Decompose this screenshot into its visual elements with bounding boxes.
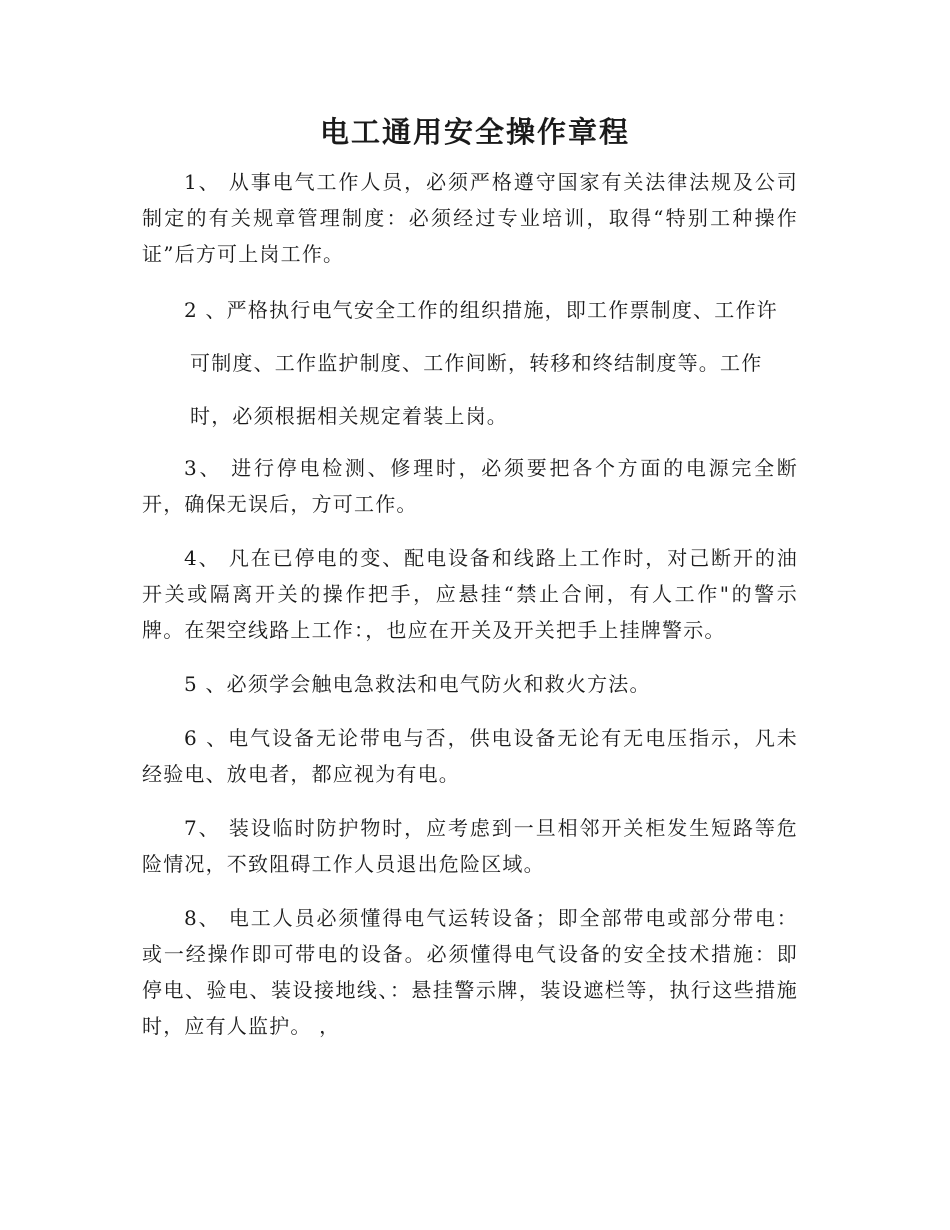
- paragraph-8: 8、 电工人员必须懂得电气运转设备；即全部带电或部分带电：或一经操作即可带电的设备。必须懂得电气设备的安全技术措施：即停电、验电、装设接地线、：悬挂警示牌，装设遮栏等，执行这些措施时，应有人监护。 ，: [142, 906, 798, 1038]
- paragraph-2-line-1: 2 、严格执行电气安全工作的组织措施，即工作票制度、工作许: [184, 298, 778, 322]
- paragraph-2-line-3: 时，必须根据相关规定着装上岗。: [190, 404, 508, 428]
- paragraph-2-line-2: 可制度、工作监护制度、工作间断，转移和终结制度等。工作: [190, 351, 763, 375]
- paragraph-7: 7、 装设临时防护物时，应考虑到一旦相邻开关柜发生短路等危险情况，不致阻碍工作人员退出危险区域。: [142, 816, 798, 876]
- paragraph-2: [142, 292, 798, 451]
- paragraph-6: 6 、电气设备无论带电与否，供电设备无论有无电压指示，凡未经验电、放电者，都应视为有电。: [142, 726, 798, 786]
- paragraph-5: 5 、必须学会触电急救法和电气防火和救火方法。: [184, 672, 651, 696]
- document-title: 电工通用安全操作章程: [319, 115, 630, 149]
- paragraph-3: 3、 进行停电检测、修理时，必须要把各个方面的电源完全断开，确保无误后，方可工作。: [142, 456, 798, 516]
- paragraph-4: 4、 凡在已停电的变、配电设备和线路上工作时，对己断开的油开关或隔离开关的操作把手，应悬挂“禁止合闸，有人工作"的警示牌。在架空线路上工作：，也应在开关及开关把手上挂牌警示。: [142, 546, 798, 642]
- paragraph-1: 1、 从事电气工作人员，必须严格遵守国家有关法律法规及公司制定的有关规章管理制度：必须经过专业培训，取得“特别工种操作证”后方可上岗工作。: [142, 170, 798, 266]
